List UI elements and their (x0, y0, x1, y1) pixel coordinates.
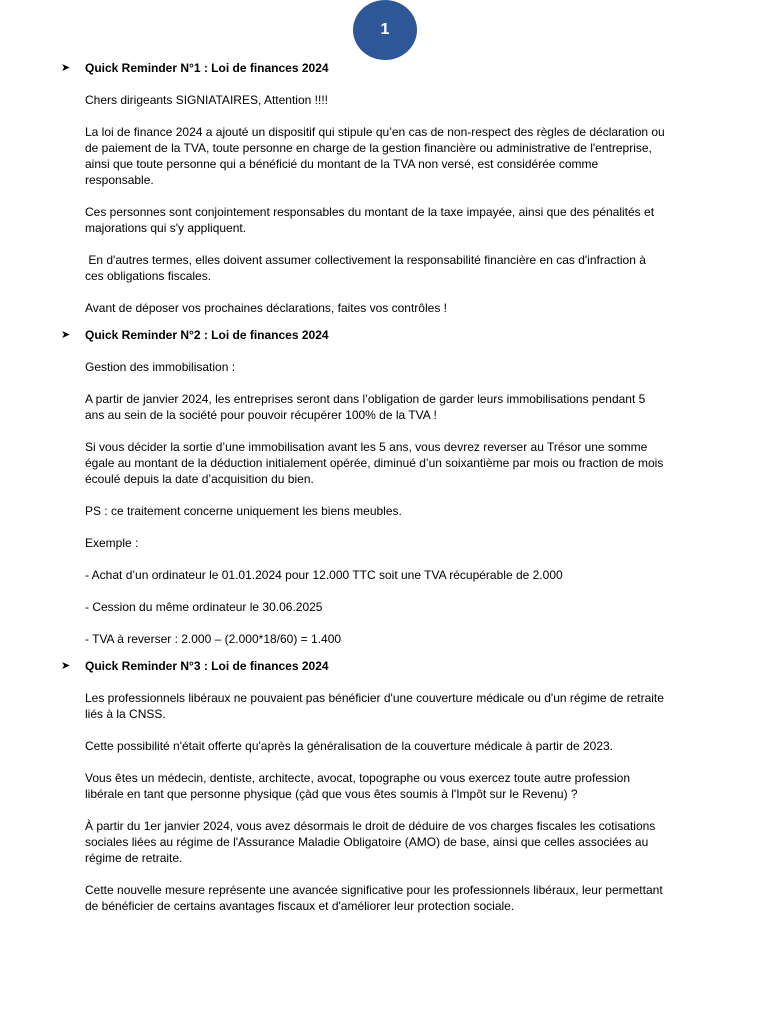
paragraph: Cette possibilité n'était offerte qu'après la généralisation de la couverture médicale à partir de 2023. (85, 739, 614, 753)
paragraph: Les professionnels libéraux ne pouvaient pas bénéficier d'une couverture médicale ou d'un régime de retraite liés à la CNSS. (85, 691, 664, 721)
paragraph: PS : ce traitement concerne uniquement les biens meubles. (85, 504, 402, 518)
section-heading-3 (61, 656, 768, 676)
paragraph: La loi de finance 2024 a ajouté un dispositif qui stipule qu’en cas de non-respect des règles de déclaration ou de paiement de la TVA, toute personne en charge de la gestion financière ou administrative de l'entreprise, ainsi que toute personne qui a bénéficié du montant de la TVA non versé, est considérée comme responsable. (85, 125, 665, 187)
paragraph: À partir du 1er janvier 2024, vous avez désormais le droit de déduire de vos charges fiscales les cotisations sociales liées au régime de l'Assurance Maladie Obligatoire (AMO) de base, ainsi que celles associées au régime de retraite. (85, 819, 656, 865)
paragraph: Exemple : (85, 536, 139, 550)
arrowhead-bullet-icon: ➤ (61, 660, 71, 672)
paragraph: Avant de déposer vos prochaines déclarations, faites vos contrôles ! (85, 301, 447, 315)
paragraph: Chers dirigeants SIGNIATAIRES, Attention !!!! (85, 93, 328, 107)
paragraph: Si vous décider la sortie d’une immobilisation avant les 5 ans, vous devrez reverser au Trésor une somme égale au montant de la déduction initialement opérée, diminué d’un soixantième par mois ou fraction de mois écoulé depuis la date d’acquisition du bien. (85, 440, 664, 486)
paragraph: Cette nouvelle mesure représente une avancée significative pour les professionnels libéraux, leur permettant de bénéficier de certains avantages fiscaux et d'améliorer leur protection sociale. (85, 883, 663, 913)
paragraph: Ces personnes sont conjointement responsables du montant de la taxe impayée, ainsi que des pénalités et majorations qui s'y appliquent. (85, 205, 655, 235)
example-line: - TVA à reverser : 2.000 – (2.000*18/60) = 1.400 (85, 632, 342, 646)
section-heading-1-text: Quick Reminder N°1 : Loi de finances 2024 (85, 61, 329, 75)
paragraph: Vous êtes un médecin, dentiste, architecte, avocat, topographe ou vous exercez toute autre profession libérale en tant que personne physique (çàd que vous êtes soumis à l'Impôt sur le Revenu) ? (85, 771, 631, 801)
section-heading-2 (61, 325, 768, 345)
section-heading-3-text: Quick Reminder N°3 : Loi de finances 2024 (85, 659, 329, 673)
arrowhead-bullet-icon: ➤ (61, 62, 71, 74)
document-body (0, 58, 768, 914)
section-heading-2-text: Quick Reminder N°2 : Loi de finances 2024 (85, 328, 329, 342)
example-line: - Achat d’un ordinateur le 01.01.2024 pour 12.000 TTC soit une TVA récupérable de 2.000 (85, 568, 563, 582)
paragraph: A partir de janvier 2024, les entreprises seront dans l’obligation de garder leurs immobilisations pendant 5 ans au sein de la société pour pouvoir récupérer 100% de la TVA ! (85, 392, 646, 422)
paragraph: Gestion des immobilisation : (85, 360, 236, 374)
page-number-badge (353, 0, 417, 60)
arrowhead-bullet-icon: ➤ (61, 329, 71, 341)
page-number: 1 (380, 21, 390, 38)
example-line: - Cession du même ordinateur le 30.06.2025 (85, 600, 323, 614)
section-heading-1 (61, 58, 768, 78)
paragraph: En d'autres termes, elles doivent assumer collectivement la responsabilité financière en cas d'infraction à ces obligations fiscales. (85, 253, 650, 283)
